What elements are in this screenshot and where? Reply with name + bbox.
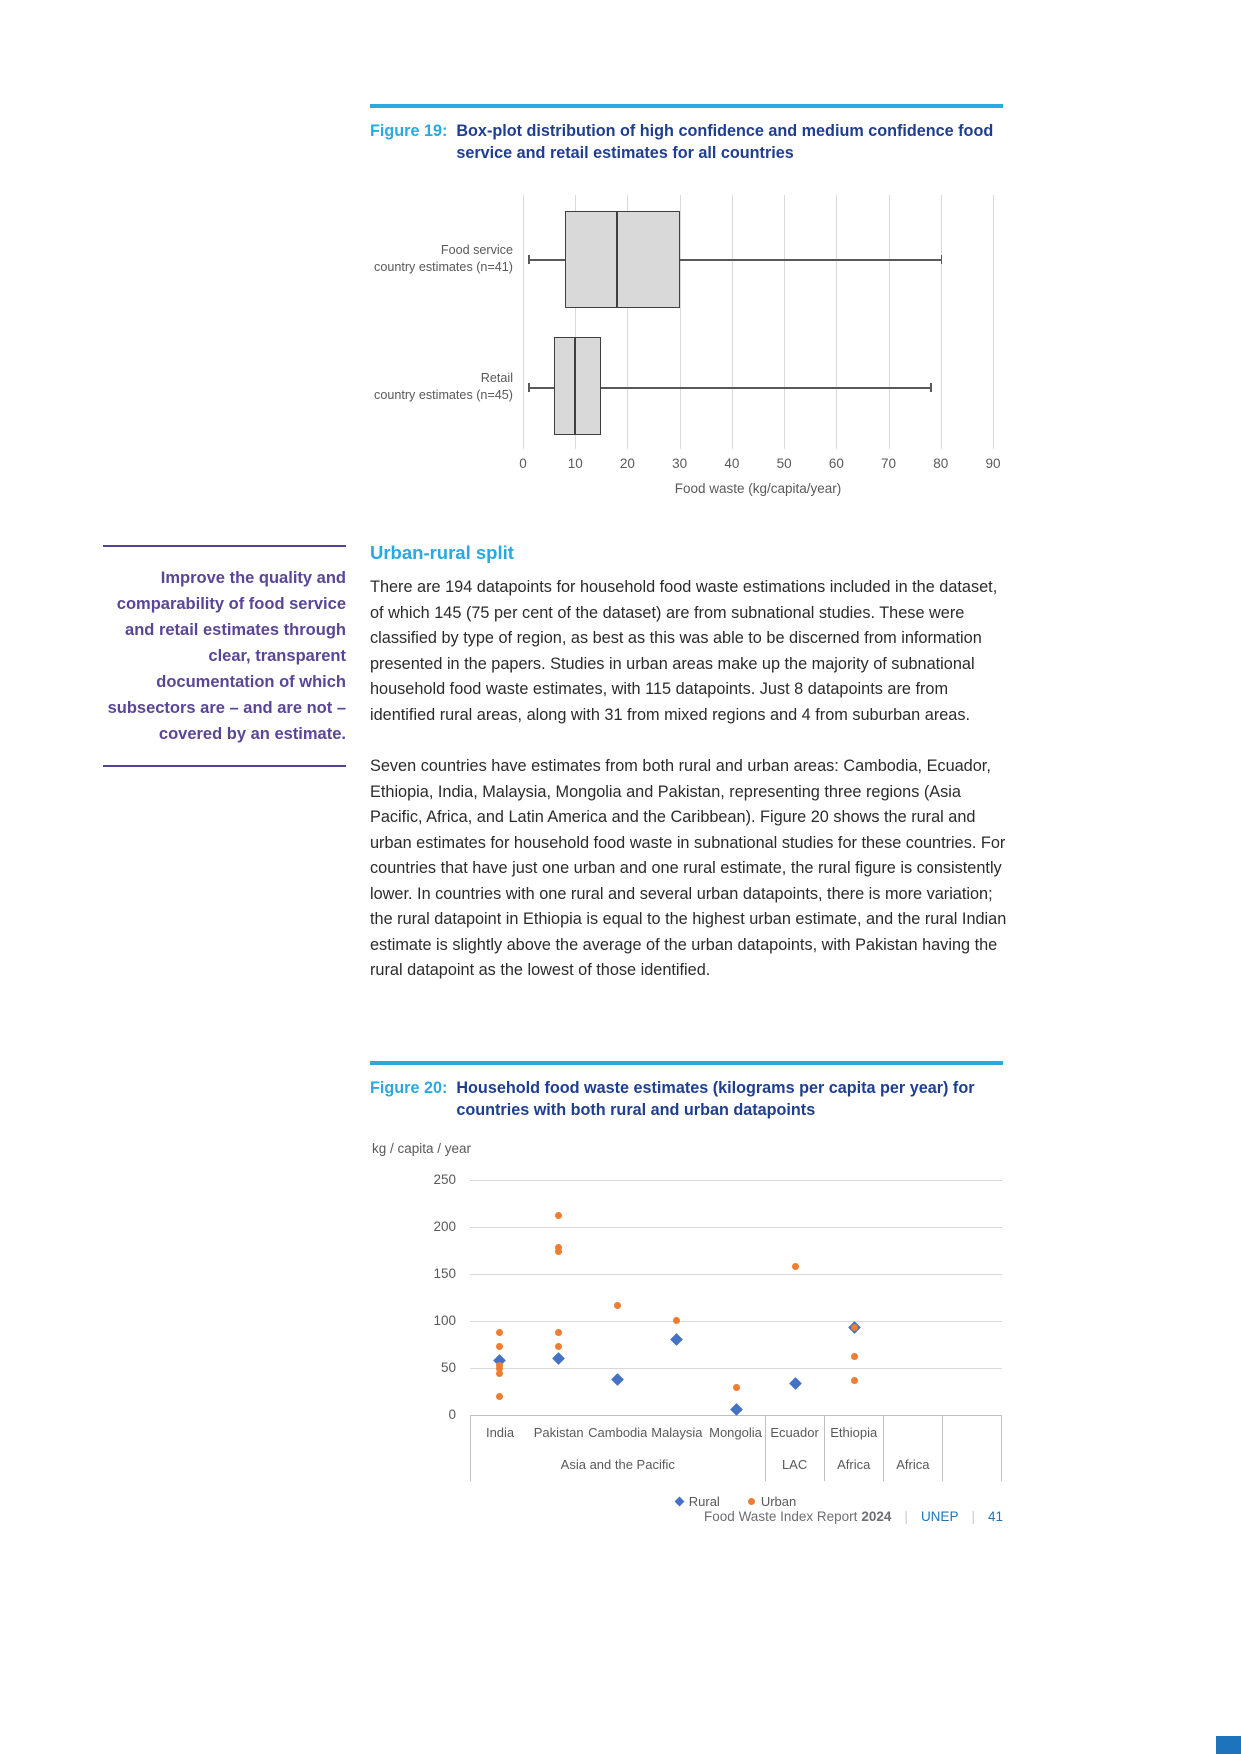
- data-point-urban: [555, 1343, 562, 1350]
- data-point-rural: [671, 1333, 684, 1346]
- x-tick-label: 80: [933, 456, 949, 471]
- gridline: [470, 1368, 1002, 1369]
- figure20-block: [370, 1061, 1007, 1536]
- y-axis-title: kg / capita / year: [372, 1141, 472, 1156]
- data-point-urban: [614, 1302, 621, 1309]
- figure20-scatter-chart: [370, 1174, 1003, 1519]
- data-point-urban: [555, 1212, 562, 1219]
- box-row-label-line: Food service: [440, 243, 513, 257]
- box-row-label-line: country estimates (n=41): [374, 260, 513, 274]
- gridline: [680, 195, 681, 449]
- data-point-rural: [789, 1377, 802, 1390]
- y-tick-label: 250: [433, 1172, 456, 1187]
- footer-separator: |: [971, 1509, 975, 1524]
- data-point-urban: [496, 1329, 503, 1336]
- median-line: [574, 338, 576, 434]
- region-cell: Africa: [825, 1448, 884, 1481]
- whisker-cap: [930, 383, 932, 392]
- category-cell: [943, 1415, 1002, 1448]
- figure19-label: Figure 19:: [370, 122, 448, 140]
- figure19-block: [370, 104, 1007, 514]
- x-tick-label: 10: [567, 456, 583, 471]
- whisker-cap: [941, 255, 943, 264]
- category-cell: India: [470, 1415, 529, 1448]
- box-row-label-line: Retail: [480, 371, 513, 385]
- data-point-urban: [851, 1353, 858, 1360]
- x-tick-label: 20: [619, 456, 635, 471]
- pull-quote-rule-top: [103, 545, 346, 547]
- gridline: [470, 1274, 1002, 1275]
- category-cell: Cambodia: [588, 1415, 647, 1448]
- figure19-top-rule: [370, 104, 1003, 108]
- category-cell: Pakistan: [529, 1415, 588, 1448]
- y-tick-label: 0: [448, 1407, 456, 1422]
- x-tick-label: 30: [672, 456, 688, 471]
- figure20-top-rule: [370, 1061, 1003, 1065]
- gridline: [941, 195, 942, 449]
- y-tick-label: 150: [433, 1266, 456, 1281]
- x-axis-title: Food waste (kg/capita/year): [674, 481, 842, 496]
- figure20-caption: [370, 1077, 1007, 1121]
- category-cell: Mongolia: [706, 1415, 765, 1448]
- footer-report-title: Food Waste Index Report: [704, 1509, 858, 1524]
- box-row-label-line: country estimates (n=45): [374, 388, 513, 402]
- footer-org: UNEP: [920, 1509, 959, 1524]
- data-point-rural: [730, 1403, 743, 1416]
- body-column: [370, 542, 1007, 1010]
- region-cell: LAC: [766, 1448, 825, 1481]
- section-heading: Urban-rural split: [370, 542, 514, 563]
- median-line: [616, 212, 618, 307]
- data-point-urban: [673, 1317, 680, 1324]
- legend-item-rural: [676, 1494, 720, 1509]
- box-row-label: [370, 242, 513, 276]
- x-tick-label: 50: [776, 456, 792, 471]
- iqr-box: [565, 211, 680, 308]
- data-point-rural: [552, 1352, 565, 1365]
- x-tick-label: 70: [881, 456, 897, 471]
- x-tick-label: 40: [724, 456, 740, 471]
- y-tick-label: 100: [433, 1313, 456, 1328]
- page-corner-mark: [1216, 1736, 1241, 1754]
- footer-separator: |: [904, 1509, 908, 1524]
- gridline: [523, 195, 524, 449]
- figure19-boxplot-chart: [370, 195, 1003, 510]
- chart-legend: [470, 1494, 1002, 1509]
- data-point-urban: [555, 1329, 562, 1336]
- data-point-urban: [792, 1263, 799, 1270]
- figure20-title: Household food waste estimates (kilograms per capita per year) for countries with both rural and urban datapoints: [456, 1079, 975, 1119]
- gridline: [784, 195, 785, 449]
- x-tick-label: 60: [828, 456, 844, 471]
- iqr-box: [554, 337, 601, 435]
- box-row-label: [370, 370, 513, 404]
- data-point-urban: [496, 1370, 503, 1377]
- category-cell: Malaysia: [647, 1415, 706, 1448]
- gridline: [889, 195, 890, 449]
- data-point-urban: [733, 1384, 740, 1391]
- body-paragraph-1: There are 194 datapoints for household food waste estimations included in the dataset, of which 145 (75 per cent of the dataset) are from subnational studies. These were classified by type of region, as best as this was able to be discerned from information presented in the papers. Studies in urban areas make up the majority of subnational household food waste estimates, with 115 datapoints. Just 8 datapoints are from identified rural areas, along with 31 from mixed regions and 4 from suburban areas.: [370, 578, 998, 724]
- region-cell: Asia and the Pacific: [470, 1448, 766, 1481]
- x-tick-label: 0: [519, 456, 527, 471]
- footer-page-number: 41: [987, 1509, 1003, 1524]
- page-footer: [704, 1509, 1003, 1524]
- gridline: [470, 1227, 1002, 1228]
- gridline: [470, 1321, 1002, 1322]
- footer-report-year: 2024: [861, 1509, 892, 1524]
- pull-quote: [103, 545, 346, 767]
- gridline: [470, 1180, 1002, 1181]
- data-point-urban: [851, 1377, 858, 1384]
- data-point-urban: [555, 1248, 562, 1255]
- gridline: [993, 195, 994, 449]
- body-paragraph-2: Seven countries have estimates from both rural and urban areas: Cambodia, Ecuador, Ethiopia, India, Malaysia, Mongolia and Pakistan, representing three regions (Asia Pacific, Africa, and Latin America and the Caribbean). Figure 20 shows the rural and urban estimates for household food waste in subnational studies for these countries. For countries that have just one urban and one rural estimate, the rural figure is consistently lower. In countries with one rural and several urban datapoints, there is more variation; the rural datapoint in Ethiopia is equal to the highest urban estimate, and the rural Indian estimate is slightly above the average of the urban datapoints, with Pakistan having the rural datapoint as the lowest of those identified.: [370, 757, 1007, 979]
- data-point-urban: [851, 1324, 858, 1331]
- category-cell: Ethiopia: [825, 1415, 884, 1448]
- category-cell: [884, 1415, 943, 1448]
- whisker-cap: [528, 255, 530, 264]
- category-cell: Ecuador: [766, 1415, 825, 1448]
- data-point-rural: [611, 1373, 624, 1386]
- gridline: [836, 195, 837, 449]
- legend-label: Rural: [688, 1494, 720, 1509]
- y-tick-label: 50: [440, 1360, 456, 1375]
- legend-label: Urban: [760, 1494, 797, 1509]
- region-cell: [943, 1448, 1002, 1481]
- region-cell: Africa: [884, 1448, 943, 1481]
- data-point-urban: [496, 1393, 503, 1400]
- gridline: [732, 195, 733, 449]
- circle-icon: [748, 1498, 755, 1505]
- pull-quote-text: Improve the quality and comparability of food service and retail estimates through clear, transparent documentation of which subsectors are – and are not – covered by an estimate.: [107, 569, 346, 743]
- pull-quote-rule-bottom: [103, 765, 346, 767]
- y-tick-label: 200: [433, 1219, 456, 1234]
- figure20-label: Figure 20:: [370, 1079, 448, 1097]
- x-tick-label: 90: [985, 456, 1001, 471]
- figure19-caption: [370, 120, 1007, 164]
- legend-item-urban: [748, 1494, 796, 1509]
- figure19-title: Box-plot distribution of high confidence and medium confidence food service and retail estimates for all countries: [456, 122, 994, 162]
- data-point-urban: [496, 1343, 503, 1350]
- whisker-cap: [528, 383, 530, 392]
- diamond-icon: [674, 1497, 684, 1507]
